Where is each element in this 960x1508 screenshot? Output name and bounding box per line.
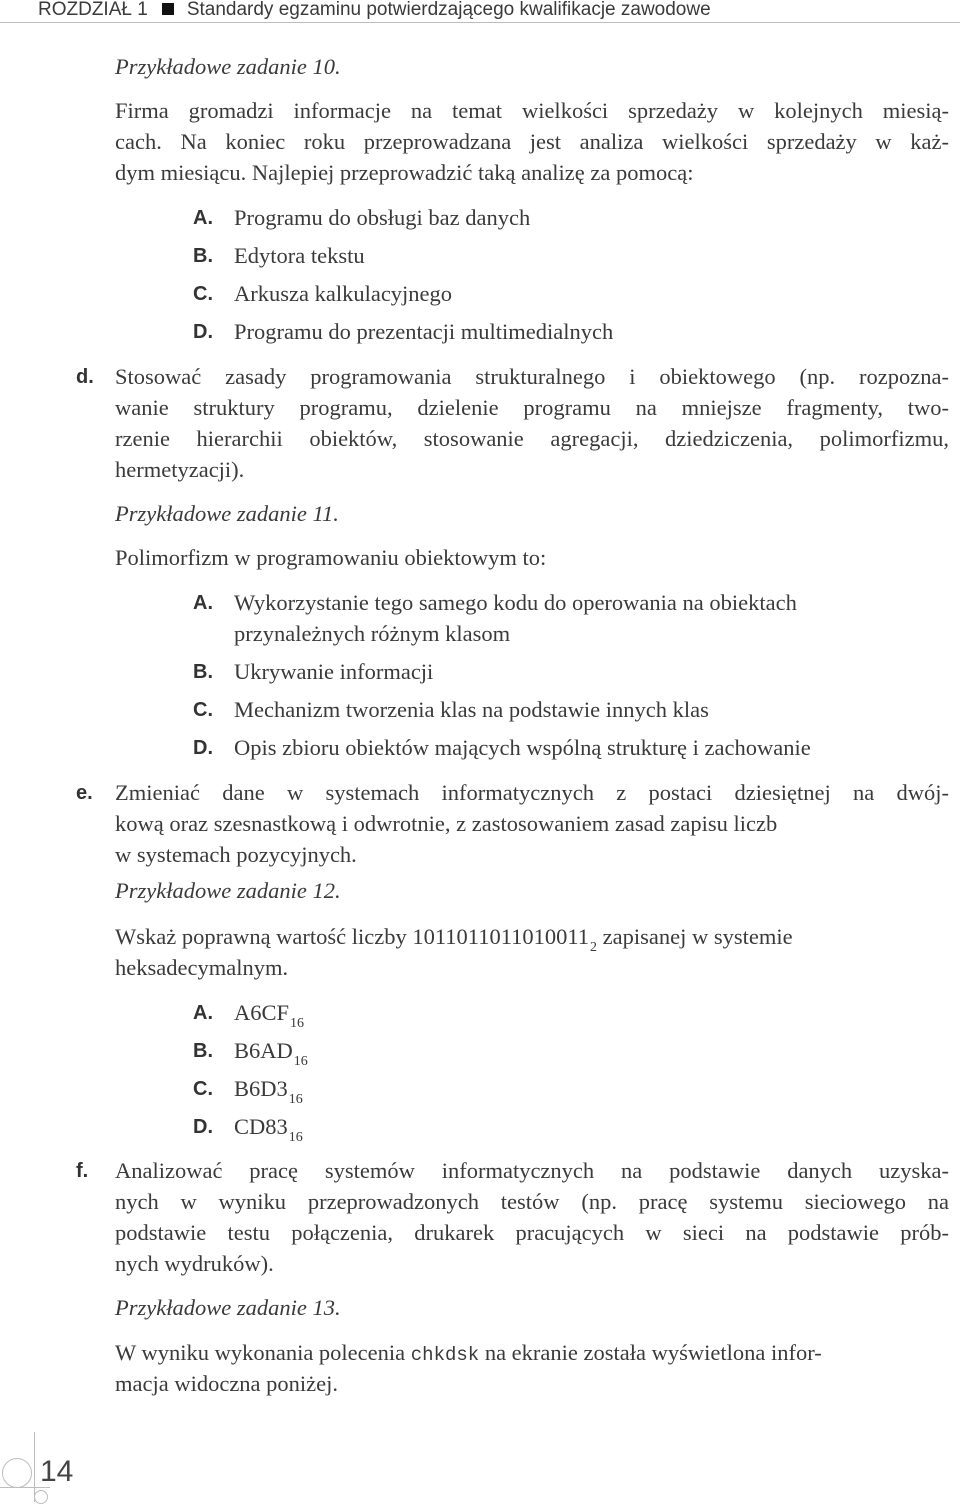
option-label: B. [193,245,213,267]
task-10-option-d: Programu do prezentacji multimedialnych [234,319,614,344]
task-13-text-line1 [115,1338,822,1370]
running-header [0,0,960,24]
task-12-question [115,922,960,956]
task-11-option-a: Wykorzystanie tego samego kodu do operowania na obiektach [234,590,797,615]
base-subscript: 16 [288,1092,303,1107]
task-12-option-c [234,1074,303,1108]
option-label: D. [193,321,213,343]
binary-base-subscript: 2 [590,940,598,955]
square-bullet-icon [162,3,174,15]
section-d-line: rzenie hierarchii obiektów, stosowanie agregacji, dziedziczenia, polimorfizmu, [115,426,949,451]
base-subscript: 16 [293,1054,308,1069]
option-label: A. [193,1002,213,1024]
section-e-line: Zmieniać dane w systemach informatycznych z postaci dziesiętnej na dwój- [115,780,949,805]
task-10-question-line: Firma gromadzi informacje na temat wielkości sprzedaży w kolejnych miesią- [115,98,949,123]
base-subscript: 16 [290,1016,305,1031]
option-label: C. [193,283,213,305]
option-label: C. [193,699,213,721]
task-10-question-line: cach. Na koniec roku przeprowadzana jest analiza wielkości sprzedaży w każ- [115,129,949,154]
hex-value: B6D3 [234,1076,288,1101]
task-11-option-d: Opis zbioru obiektów mających wspólną strukturę i zachowanie [234,735,811,760]
option-label: B. [193,661,213,683]
task-11-option-c: Mechanizm tworzenia klas na podstawie innych klas [234,697,709,722]
page-number: 14 [40,1455,74,1488]
task-11-question: Polimorfizm w programowaniu obiektowym to: [115,545,547,570]
task-13-text: W wyniku wykonania polecenia [115,1340,411,1365]
section-d-line: Stosować zasady programowania strukturalnego i obiektowego (np. rozpozna- [115,364,949,389]
option-label: A. [193,592,213,614]
section-f-line: nych w wyniku przeprowadzonych testów (np. pracę systemu sieciowego na [115,1189,949,1214]
base-subscript: 16 [288,1130,303,1145]
task-12-heading: Przykładowe zadanie 12. [115,878,341,903]
header-text [38,0,711,21]
option-label: B. [193,1040,213,1062]
header-divider [0,22,960,23]
section-f-line: nych wydruków). [115,1251,274,1276]
footer-small-circle-icon [34,1490,48,1504]
hex-value: CD83 [234,1114,288,1139]
task-13-text-line2: macja widoczna poniżej. [115,1371,339,1396]
hex-value: B6AD [234,1038,293,1063]
option-label: D. [193,1116,213,1138]
section-e-label: e. [76,782,93,804]
task-10-option-b: Edytora tekstu [234,243,365,268]
section-f-line: Analizować pracę systemów informatycznych na podstawie danych uzyska- [115,1158,949,1183]
option-label: D. [193,737,213,759]
section-f-label: f. [76,1160,89,1182]
task-10-option-a: Programu do obsługi baz danych [234,205,531,230]
section-e-line: w systemach pozycyjnych. [115,842,357,867]
task-12-question-line2: heksadecymalnym. [115,955,289,980]
hex-value: A6CF [234,1000,290,1025]
task-13-text: na ekranie została wyświetlona infor- [479,1340,822,1365]
task-12-question-text: Wskaż poprawną wartość liczby 1011011011010011 [115,924,590,949]
task-11-option-a-continued: przynależnych różnym klasom [234,621,511,646]
task-13-heading: Przykładowe zadanie 13. [115,1295,341,1320]
task-12-question-text: zapisanej w systemie [597,924,793,949]
option-label: A. [193,207,213,229]
task-10-option-c: Arkusza kalkulacyjnego [234,281,453,306]
chapter-title: Standardy egzaminu potwierdzającego kwalifikacje zawodowe [186,0,711,20]
task-12-option-a [234,998,304,1032]
task-12-option-d [234,1112,303,1146]
task-11-option-b: Ukrywanie informacji [234,659,434,684]
task-10-heading: Przykładowe zadanie 10. [115,54,341,79]
task-11-heading: Przykładowe zadanie 11. [115,501,339,526]
chapter-label: ROZDZIAŁ 1 [38,0,148,20]
task-12-option-b [234,1036,308,1070]
section-d-line: wanie struktury programu, dzielenie programu na mniejsze fragmenty, two- [115,395,949,420]
footer-circle-icon [2,1458,32,1488]
task-10-question-line: dym miesiącu. Najlepiej przeprowadzić taką analizę za pomocą: [115,160,694,185]
section-e-line: kową oraz szesnastkową i odwrotnie, z zastosowaniem zasad zapisu liczb [115,811,778,836]
section-d-line: hermetyzacji). [115,457,245,482]
option-label: C. [193,1078,213,1100]
command-code: chkdsk [410,1344,480,1366]
section-f-line: podstawie testu połączenia, drukarek pracujących w sieci na podstawie prób- [115,1220,949,1245]
section-d-label: d. [76,366,94,388]
